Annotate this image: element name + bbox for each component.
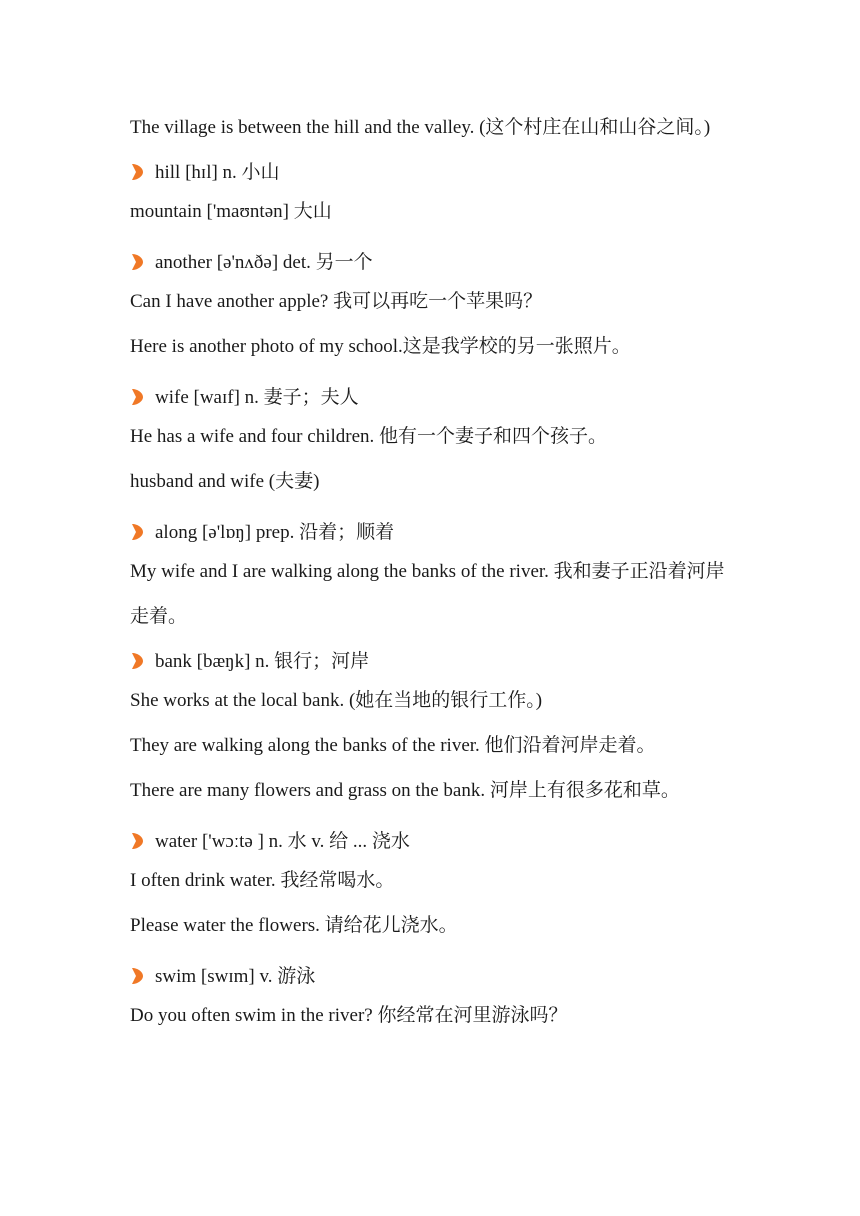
example-sentence <box>130 105 740 150</box>
vocab-headword-another <box>130 240 740 285</box>
headword-text: hill [hɪl] n. 小山 <box>155 161 280 183</box>
vocab-headword-bank <box>130 639 740 684</box>
vocab-headword-hill <box>130 150 740 195</box>
document-page <box>130 111 740 1044</box>
orange-chevron-bullet-icon <box>130 652 144 670</box>
example-sentence <box>130 549 740 639</box>
related-word: mountain ['maʊntən] 大山 <box>130 201 332 222</box>
orange-chevron-bullet-icon <box>130 832 144 850</box>
headword-text: wife [waɪf] n. 妻子；夫人 <box>155 386 359 408</box>
line-text: The village is between the hill and the valley. (这个村庄在山和山谷之间。) <box>130 117 711 138</box>
example-sentence: They are walking along the banks of the river. 他们沿着河岸走着。 <box>130 735 656 756</box>
example-sentence: There are many flowers and grass on the bank. 河岸上有很多花和草。 <box>130 780 680 801</box>
orange-chevron-bullet-icon <box>130 967 144 985</box>
headword-text: swim [swɪm] v. 游泳 <box>155 965 316 987</box>
orange-chevron-bullet-icon <box>130 253 144 271</box>
orange-chevron-bullet-icon <box>130 388 144 406</box>
example-sentence: Do you often swim in the river? 你经常在河里游泳吗？ <box>130 1005 568 1026</box>
vocab-headword-water <box>130 819 740 864</box>
orange-chevron-bullet-icon <box>130 523 144 541</box>
example-sentence: She works at the local bank. (她在当地的银行工作。) <box>130 690 543 711</box>
headword-text: along [ə'lɒŋ] prep. 沿着；顺着 <box>155 521 395 543</box>
example-sentence: I often drink water. 我经常喝水。 <box>130 870 395 891</box>
headword-text: another [ə'nʌðə] det. 另一个 <box>155 251 373 273</box>
headword-text: water ['wɔːtə ] n. 水 v. 给 ... 浇水 <box>155 830 410 852</box>
headword-text: bank [bæŋk] n. 银行；河岸 <box>155 650 370 672</box>
example-sentence: Can I have another apple? 我可以再吃一个苹果吗？ <box>130 291 543 312</box>
orange-chevron-bullet-icon <box>130 163 144 181</box>
vocab-headword-wife <box>130 375 740 420</box>
example-phrase: husband and wife (夫妻) <box>130 471 320 492</box>
example-sentence: He has a wife and four children. 他有一个妻子和四个孩子。 <box>130 426 608 447</box>
line-text: My wife and I are walking along the banks of the river. 我和妻子正沿着河岸走着。 <box>130 561 725 627</box>
example-sentence: Here is another photo of my school.这是我学校的另一张照片。 <box>130 336 631 357</box>
example-sentence: Please water the flowers. 请给花儿浇水。 <box>130 915 458 936</box>
vocab-headword-swim <box>130 954 740 999</box>
